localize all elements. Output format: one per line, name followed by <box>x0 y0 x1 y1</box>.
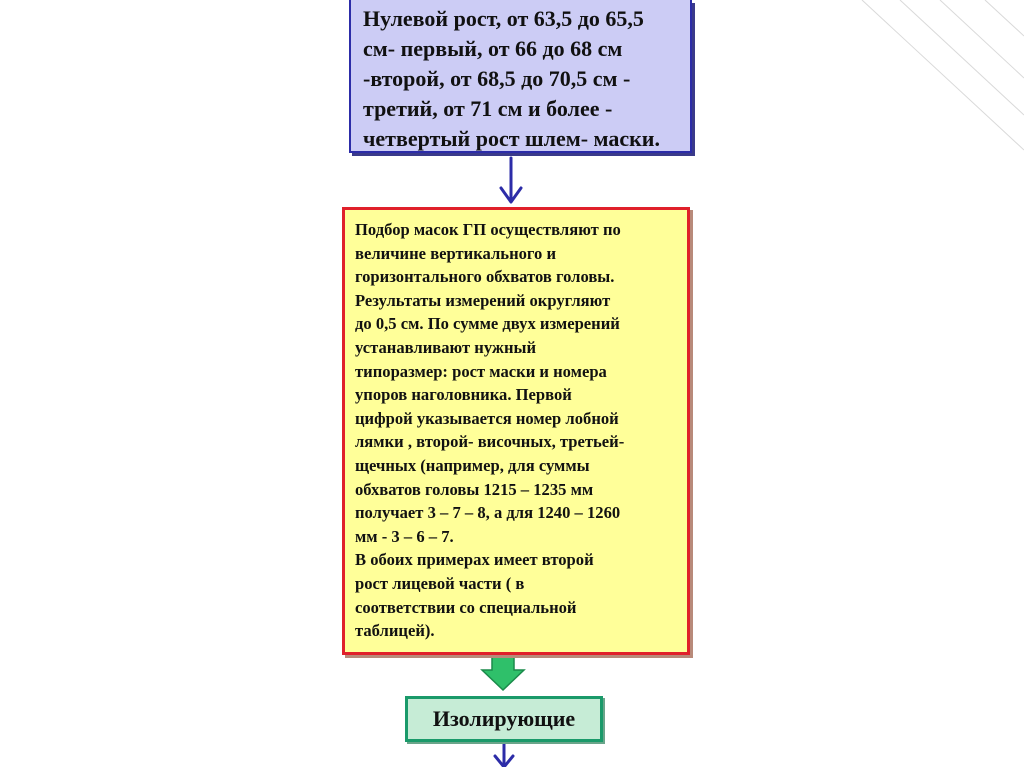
middle-box-line: соответствии со специальной <box>355 597 577 617</box>
middle-box-line: до 0,5 см. По сумме двух измерений <box>355 314 620 334</box>
middle-box-line: лямки , второй- височных, третьей- <box>355 432 625 452</box>
middle-box-line: В обоих примерах имеет второй <box>355 550 594 570</box>
top-size-box <box>349 0 692 153</box>
middle-box-line: таблицей). <box>355 621 435 641</box>
middle-box-line: щечных (например, для суммы <box>355 455 590 475</box>
middle-box-line: Результаты измерений округляют <box>355 290 611 310</box>
middle-box-line: упоров наголовника. Первой <box>355 385 572 405</box>
middle-box-line: обхватов головы 1215 – 1235 мм <box>355 479 594 499</box>
isolating-label: Изолирующие <box>432 706 576 731</box>
middle-box-line: мм - 3 – 6 – 7. <box>355 526 454 546</box>
middle-box-line: величине вертикального и <box>355 243 557 263</box>
top-box-line: -второй, от 68,5 до 70,5 см - <box>363 66 631 91</box>
middle-box-line: Подбор масок ГП осуществляют по <box>355 220 621 239</box>
top-box-line: третий, от 71 см и более - <box>363 96 613 121</box>
arrow-middle-to-bottom <box>482 657 524 690</box>
isolating-box <box>405 696 603 742</box>
slide-corner-decoration <box>862 0 1024 150</box>
middle-selection-box <box>342 207 690 655</box>
middle-box-line: рост лицевой части ( в <box>355 573 525 593</box>
top-box-line: см- первый, от 66 до 68 см <box>363 36 623 61</box>
middle-box-line: устанавливают нужный <box>355 337 537 357</box>
arrow-top-to-middle <box>501 158 521 202</box>
top-box-line: Нулевой рост, от 63,5 до 65,5 <box>363 6 644 31</box>
middle-box-line: получает 3 – 7 – 8, а для 1240 – 1260 <box>355 503 621 523</box>
middle-box-line: горизонтального обхватов головы. <box>355 267 615 287</box>
middle-box-line: цифрой указывается номер лобной <box>355 408 619 428</box>
top-box-line: четвертый рост шлем- маски. <box>363 126 660 151</box>
middle-box-line: типоразмер: рост маски и номера <box>355 361 607 381</box>
arrow-bottom-continue <box>495 744 513 767</box>
